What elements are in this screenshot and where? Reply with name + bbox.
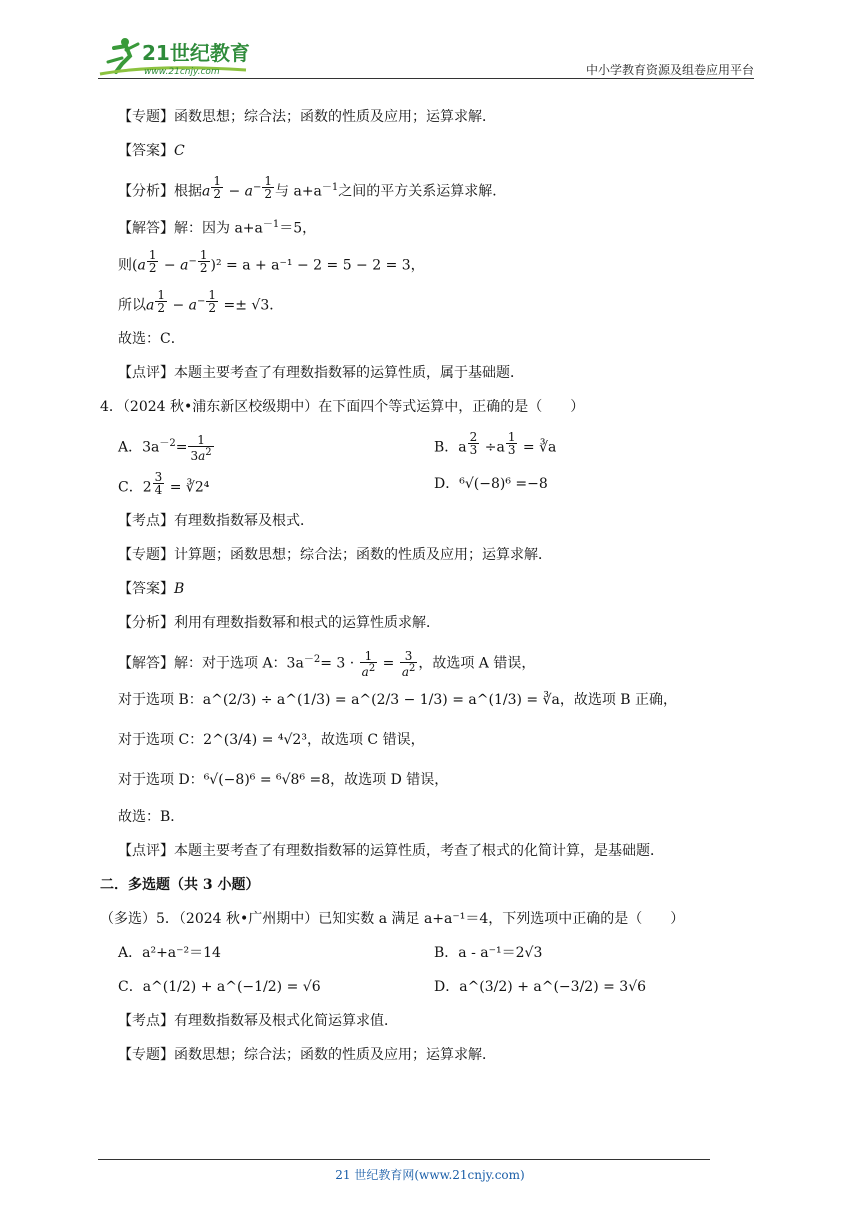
q4-jB-text-c: ，故选项 B 正确， [559, 692, 678, 708]
q5-stem: （多选）5．（2024 秋•广州期中）已知实数 a 满足 a+a⁻¹＝4，下列选项中正确的是（ ） [100, 911, 685, 927]
q3-step-3: 所以a $^{\frac{1}{2}}$ − $a^{- \frac{1}{2}}$ =± √3． [118, 288, 284, 315]
q4-option-d: D．⁶√(−8)⁶ =−8 [434, 476, 548, 492]
q4-optA-text: A．3a [118, 439, 160, 456]
q4-optB-mid: ÷a [484, 439, 505, 456]
q4-optC-text: C．2 [118, 479, 152, 496]
q3-step3-text-a: 所以 [118, 297, 146, 314]
q4-jD-math: ⁶√(−8)⁶ = ⁶√8⁶ =8 [203, 772, 331, 788]
q4-optA-eq: = [175, 439, 188, 456]
q3-guxuan: 故选：C． [118, 331, 185, 347]
q3-jieda-text-a: 【解答】解：因为 a+a [118, 220, 263, 237]
logo-text: 21世纪教育 [142, 41, 250, 65]
q4-jC-math: 2^(3/4) = ⁴√2³ [203, 732, 307, 748]
q3-zhuanti: 【专题】函数思想；综合法；函数的性质及应用；运算求解． [118, 109, 496, 125]
q5-options-row-2 [100, 970, 760, 1004]
q3-fenxi: 【分析】根据a $^{\frac{1}{2}}$ − $a^{- \frac{1}{2}}$ 与 $a+a^{-1}$之间的平方关系运算求解． [118, 174, 507, 201]
q4-jC-text-c: ，故选项 C 错误， [306, 732, 425, 748]
q3-fenxi-text-b: 与 a+a [275, 183, 322, 200]
q4-jA-text-a: 【解答】解：对于选项 A：3a [118, 655, 304, 672]
header-platform-name: 中小学教育资源及组卷应用平台 [585, 63, 754, 77]
q4-jieda-d [100, 760, 760, 800]
answer-value: C [174, 143, 185, 159]
site-logo [96, 34, 266, 78]
q5-zhuanti: 【专题】函数思想；综合法；函数的性质及应用；运算求解． [118, 1047, 496, 1063]
q4-guxuan: 故选：B． [118, 809, 185, 825]
answer-label: 【答案】 [118, 143, 174, 159]
q4-option-b: B．a $^{\frac{2}{3}}$ ÷a $^{\frac{1}{3}}$ = ∛a [434, 430, 557, 457]
q3-jieda-text-b: ＝5， [279, 220, 317, 237]
q4-jD-text-a: 对于选项 D： [118, 772, 204, 788]
q5-option-c: C．a^(1/2) + a^(−1/2) = √6 [118, 979, 321, 995]
section-title: 二．多选题（共 3 小题） [100, 877, 260, 893]
answer-label: 【答案】 [118, 581, 174, 597]
q4-jB-text-a: 对于选项 B： [118, 692, 203, 708]
q5-option-a: A．a²+a⁻²＝14 [118, 945, 221, 961]
header-divider [98, 78, 754, 79]
q4-jA-text-d: ，故选项 A 错误， [418, 655, 536, 672]
answer-value: B [174, 581, 185, 597]
q3-dianping: 【点评】本题主要考查了有理数指数幂的运算性质，属于基础题． [118, 365, 524, 381]
footer-divider [98, 1159, 710, 1160]
q4-optB-end: = ∛a [522, 439, 557, 456]
q3-fenxi-text-c: 之间的平方关系运算求解． [338, 183, 507, 200]
q3-step2-text-b: )² = a + a⁻¹ − 2 = 5 − 2 = 3， [210, 257, 425, 274]
q5-options-row-1 [100, 936, 760, 970]
logo-url: www.21cnjy.com [144, 67, 220, 77]
q4-answer [100, 572, 760, 606]
q5-option-d: D．a^(3/2) + a^(−3/2) = 3√6 [434, 979, 647, 995]
q4-jA-text-c: = [382, 655, 395, 672]
q4-optC-end: = ∛2⁴ [169, 479, 210, 496]
q4-zhuanti: 【专题】计算题；函数思想；综合法；函数的性质及应用；运算求解． [118, 547, 552, 563]
q4-option-a: A．$3a^{-2}=$ $\frac{1}{3a^2}$ [118, 432, 212, 463]
q4-option-c: C．2 $^{\frac{3}{4}}$ = ∛2⁴ [118, 470, 210, 497]
q3-fenxi-text-a: 【分析】根据 [118, 183, 202, 200]
document-body [100, 100, 760, 1072]
q3-jieda: 【解答】解：因为 $a+a^{-1}=5$， [118, 219, 317, 237]
q3-step2-text-a: 则( [118, 257, 138, 274]
q4-jD-text-c: ，故选项 D 错误， [330, 772, 449, 788]
q4-jieda-b [100, 680, 760, 720]
q4-jC-text-a: 对于选项 C： [118, 732, 204, 748]
q4-kaodian: 【考点】有理数指数幂及根式． [118, 513, 314, 529]
footer-site-link[interactable]: 21 世纪教育网(www.21cnjy.com) [335, 1168, 525, 1182]
q4-optB-text: B．a [434, 439, 467, 456]
q4-stem: 4．（2024 秋•浦东新区校级期中）在下面四个等式运算中，正确的是（ ） [100, 399, 585, 415]
q4-options-row-2 [100, 464, 760, 504]
q5-option-b: B．a - a⁻¹＝2√3 [434, 945, 543, 961]
q5-kaodian: 【考点】有理数指数幂及根式化简运算求值． [118, 1013, 398, 1029]
q3-answer [100, 134, 760, 168]
q4-jA-text-b: = 3 · [320, 655, 355, 672]
q4-jB-math: a^(2/3) ÷ a^(1/3) = a^(2/3 − 1/3) = a^(1/3) = ∛a [202, 692, 560, 708]
q4-jieda-a: 【解答】解：对于选项 A：$3a^{-2}= 3$ · $\frac{1}{a^2}$ = $\frac{3}{a^2}$ ，故选项 A 错误， [118, 648, 536, 679]
q3-step3-text-b: =± √3． [223, 297, 284, 314]
q4-dianping: 【点评】本题主要考查了有理数指数幂的运算性质，考查了根式的化简计算，是基础题． [118, 843, 664, 859]
q4-jieda-c [100, 720, 760, 760]
q4-fenxi: 【分析】利用有理数指数幂和根式的运算性质求解． [118, 615, 440, 631]
q3-step-2: 则(a $^{\frac{1}{2}}$ − $a^{- \frac{1}{2}}$ )² = a + a⁻¹ − 2 = 5 − 2 = 3， [118, 248, 425, 275]
q4-options-row-1 [100, 424, 760, 464]
